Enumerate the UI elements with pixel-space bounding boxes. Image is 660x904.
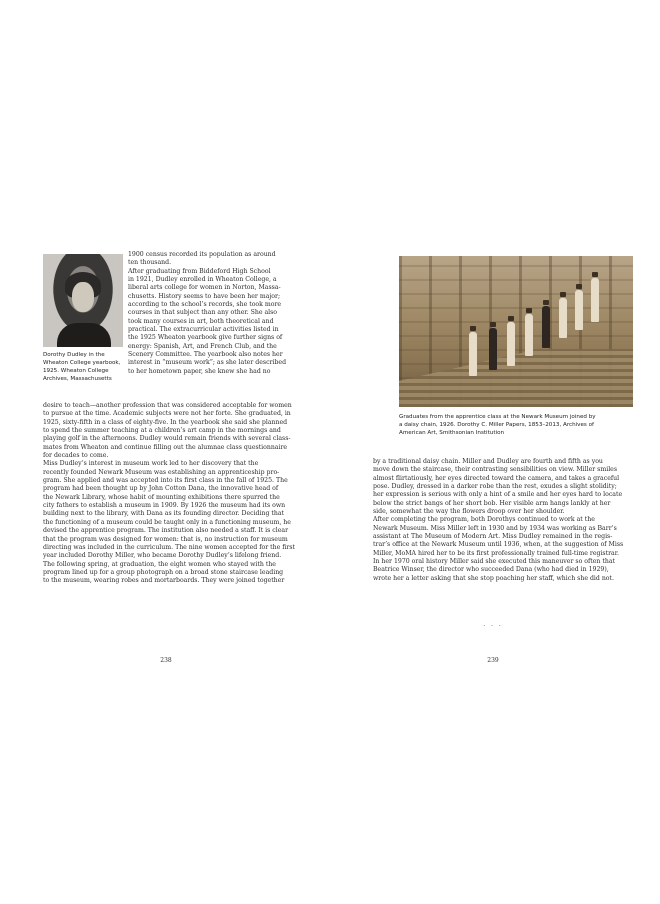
graduate-figure [507, 322, 515, 366]
right-text: by a traditional daisy chain. Miller and Dudley are fourth and fifth as you move down the staircase, their contrasting sensibilities on view. Miller smiles almost flirtatiously, her eyes directed toward the camera, and takes a graceful pose. Dudley, dressed in a darker robe than the rest, exudes a slight stolidity; her expression is serious with only a hint of a smile and her eyes hard to locate below the strict bangs of her short bob. Her visible arm hangs lankly at her side, somewhat the way the flowers droop over her shoulder. After completing the program, both Dorothys continued to work at the Newark Museum. Miss Miller left in 1930 and by 1934 was working as Barr’s assistant at The Museum of Modern Art. Miss Dudley remained in the regis- trar’s office at the Newark Museum until 1936, when, at the suggestion of Miss Miller, MoMA hired her to be its first professionally trained full-time registrar. In her 1970 oral history Miller said she executed this maneuver so often that Beatrice Winser, the director who succeeded Dana (who had died in 1929), wrote her a letter asking that she stop poaching her staff, which she did not. [373, 458, 624, 582]
left-text-top: 1900 census recorded its population as around ten thousand. After graduating from Biddeford High School in 1921, Dudley enrolled in Wheaton College, a liberal arts college for women in Norton, Massa- chusetts. History seems to have been her major; according to the school’s records, she took more courses in that subject than any other. She also took many courses in art, both theoretical and practical. The extracurricular activities listed in the 1925 Wheaton yearbook give further signs of energy: Spanish, Art, and French Club, and the Scenery Committee. The yearbook also notes her interest in “museum work”; as she later described to her hometown paper, she knew she had no [128, 251, 287, 375]
graduate-figure [469, 332, 477, 376]
portrait-face [72, 282, 94, 312]
portrait-shirt [57, 323, 111, 347]
left-text-body: desire to teach—another profession that was considered acceptable for women to pursue at the time. Academic subjects were not her forte. She graduated, in 1925, sixty-fifth in a class of eighty-five. In the yearbook she said she planned to spend the summer teaching at a children’s art camp in the mornings and playing golf in the afternoons. Dudley would remain friends with several class- mates from Wheaton and continue filling out the alumnae class questionnaire for decades to come. Miss Dudley’s interest in museum work led to her discovery that the recently founded Newark Museum was establishing an apprenticeship pro- gram. She applied and was accepted into its first class in the fall of 1925. The program had been thought up by John Cotton Dana, the innovative head of the Newark Library, whose habit of mounting exhibitions there spurred the city fathers to establish a museum in 1909. By 1926 the museum had its own building next to the library, with Dana as its founding director. Deciding that the functioning of a museum could be taught only in a functioning museum, he devised the apprentice program. The institution also needed a staff. It is clear that the program was designed for women: that is, no instruction for museum directing was included in the curriculum. The nine women accepted for the first year included Dorothy Miller, who became Dorothy Dudley’s lifelong friend. The following spring, at graduation, the eight women who stayed with the program lined up for a group photograph on a broad stone staircase leading to the museum, wearing robes and mortarboards. They were joined together [43, 402, 295, 585]
portrait-caption: Dorothy Dudley in the Wheaton College yearbook, 1925. Wheaton College Archives, Massachusetts [43, 352, 121, 382]
section-break: · · · [483, 623, 503, 630]
group-photo [399, 256, 633, 407]
page-number-right: 239 [487, 657, 499, 664]
graduate-figure [525, 314, 533, 356]
graduate-figure [489, 328, 497, 370]
right-page [330, 0, 660, 904]
graduate-figure [591, 278, 599, 322]
portrait-photo [43, 254, 123, 347]
group-photo-caption: Graduates from the apprentice class at the Newark Museum joined by a daisy chain, 1926. Dorothy C. Miller Papers, 1853–2013, Archives of American Art, Smithsonian Institution [399, 414, 596, 436]
graduate-figure [559, 298, 567, 338]
graduate-figure [575, 290, 583, 330]
graduate-figure [542, 306, 550, 348]
page-number-left: 238 [160, 657, 172, 664]
